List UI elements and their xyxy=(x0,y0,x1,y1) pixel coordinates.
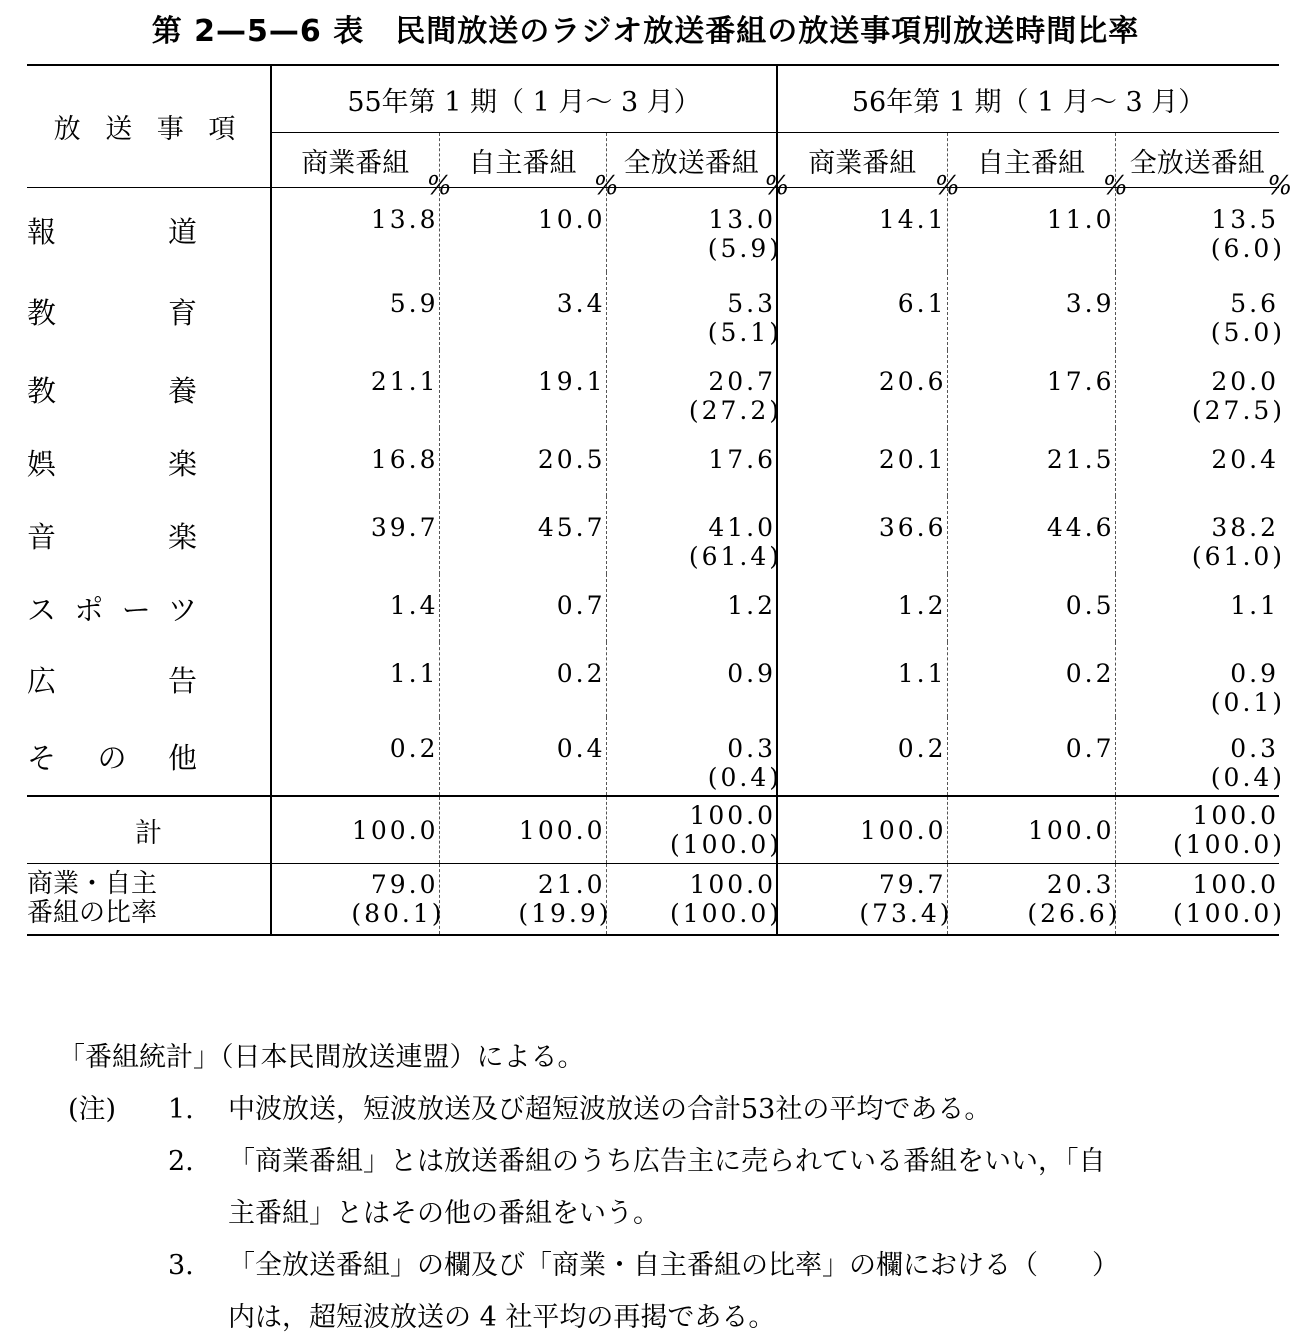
table-cell xyxy=(947,272,1115,350)
row-label xyxy=(27,717,271,796)
table-cell xyxy=(777,642,947,717)
cell-value-wrap xyxy=(948,642,1115,688)
column-header: 全放送番組 xyxy=(1115,133,1279,188)
cell-value-wrap xyxy=(607,350,777,396)
cell-value: 100.0 xyxy=(518,815,606,845)
column-header: 商業番組 xyxy=(271,133,439,188)
cell-subvalue: (5.9) xyxy=(707,234,783,263)
cell-subvalue: (100.0) xyxy=(669,899,783,928)
cell-value-wrap xyxy=(948,350,1115,396)
note-text-cont: 主番組」とはその他の番組をいう。 xyxy=(228,1198,660,1229)
cell-value: 13.8 xyxy=(370,205,439,234)
cell-value-wrap xyxy=(272,816,439,845)
cell-value-wrap xyxy=(1116,870,1280,899)
cell-value-wrap xyxy=(1116,272,1280,318)
cell-value: 100.0 xyxy=(351,815,439,845)
note-text-cont: 内は，超短波放送の 4 社平均の再掲である。 xyxy=(228,1302,776,1333)
table-cell xyxy=(271,272,439,350)
cell-value-wrap xyxy=(272,272,439,318)
table-cell xyxy=(1115,796,1286,864)
cell-value: 16.8 xyxy=(370,445,439,474)
table-row xyxy=(27,717,1279,796)
cell-subvalue: (61.4) xyxy=(688,542,783,571)
percent-unit: % xyxy=(764,171,793,201)
table-cell xyxy=(439,864,612,936)
cell-subvalue: (26.6) xyxy=(1027,899,1121,928)
row-label-text: 教育 xyxy=(27,295,197,330)
cell-value-wrap xyxy=(778,496,947,542)
row-label-text: 音楽 xyxy=(27,519,197,554)
note-text: 中波放送，短波放送及び超短波放送の合計53社の平均である。 xyxy=(228,1094,992,1125)
cell-subvalue: (0.4) xyxy=(1210,763,1286,792)
percent-unit: % xyxy=(934,171,963,201)
total-label: 計 xyxy=(27,796,271,864)
table-cell xyxy=(439,574,606,642)
table-cell xyxy=(947,864,1121,936)
cell-value-wrap xyxy=(607,870,777,899)
table-cell xyxy=(777,796,947,864)
cell-value: 20.3 xyxy=(1046,870,1115,899)
cell-value: 14.1 xyxy=(878,205,947,234)
note-text: 「全放送番組」の欄及び「商業・自主番組の比率」の欄における（ ） xyxy=(228,1250,1119,1281)
table-row xyxy=(27,272,1279,350)
table-cell xyxy=(439,428,606,496)
table-cell xyxy=(777,428,947,496)
cell-value-wrap xyxy=(440,816,606,845)
table-cell xyxy=(271,864,445,936)
cell-value: 100.0 xyxy=(689,870,777,899)
cell-value-wrap xyxy=(440,496,606,542)
period-1-header: 55年第 1 期（ 1 月～ 3 月） xyxy=(271,65,777,133)
row-label-text: 教養 xyxy=(27,373,197,408)
table-cell xyxy=(1115,642,1286,717)
table-cell xyxy=(947,171,1131,273)
cell-value: 100.0 xyxy=(689,801,777,830)
cell-value-wrap xyxy=(948,496,1115,542)
cell-value-wrap xyxy=(1116,642,1280,688)
note-number: 1. xyxy=(168,1094,194,1125)
row-label-text: その他 xyxy=(27,740,197,775)
cell-value-wrap xyxy=(607,642,777,688)
ratio-label-line1: 商業・自主 xyxy=(27,869,158,899)
cell-value-wrap xyxy=(272,350,439,396)
cell-value: 100.0 xyxy=(1027,815,1115,845)
cell-value: 41.0 xyxy=(708,513,777,542)
table-cell xyxy=(606,864,783,936)
cell-value-wrap xyxy=(948,717,1115,763)
cell-value: 17.6 xyxy=(1046,367,1115,396)
cell-value-wrap xyxy=(272,171,455,234)
table-cell xyxy=(1115,717,1286,796)
table-cell xyxy=(1115,428,1279,496)
table-cell xyxy=(606,574,777,642)
cell-value-wrap xyxy=(948,870,1115,899)
row-label xyxy=(27,272,271,350)
percent-unit: % xyxy=(426,171,455,201)
cell-subvalue: (100.0) xyxy=(1172,830,1286,859)
cell-subvalue: (0.4) xyxy=(707,763,783,792)
cell-value-wrap xyxy=(1116,496,1280,542)
table-cell xyxy=(777,717,947,796)
table-row xyxy=(27,428,1279,496)
table-cell xyxy=(777,272,947,350)
cell-value: 100.0 xyxy=(1192,801,1280,830)
table-cell xyxy=(777,171,963,273)
cell-subvalue: (100.0) xyxy=(669,830,783,859)
cell-value: 0.3 xyxy=(1230,734,1280,763)
cell-value-wrap xyxy=(1116,717,1280,763)
cell-value-wrap xyxy=(607,272,777,318)
table-row xyxy=(27,574,1279,642)
table-cell xyxy=(1115,864,1286,936)
cell-value: 0.2 xyxy=(1065,659,1115,688)
ratio-label xyxy=(27,864,271,936)
cell-value-wrap xyxy=(948,574,1115,620)
cell-value: 38.2 xyxy=(1211,513,1280,542)
column-header: 商業番組 xyxy=(777,133,947,188)
cell-value-wrap xyxy=(778,717,947,763)
cell-value: 0.7 xyxy=(1065,734,1115,763)
cell-value: 20.1 xyxy=(878,445,947,474)
percent-unit: % xyxy=(593,171,622,201)
cell-subvalue: (27.2) xyxy=(688,396,783,425)
cell-value: 1.2 xyxy=(727,591,777,620)
percent-unit: % xyxy=(1102,171,1131,201)
table-cell xyxy=(271,717,439,796)
table-cell xyxy=(777,350,947,428)
cell-value: 36.6 xyxy=(878,513,947,542)
table-cell xyxy=(777,574,947,642)
cell-value: 20.6 xyxy=(878,367,947,396)
cell-value-wrap xyxy=(272,428,439,474)
cell-value: 20.7 xyxy=(708,367,777,396)
cell-value-wrap xyxy=(607,574,777,620)
cell-value-wrap xyxy=(1116,350,1280,396)
column-header: 全放送番組 xyxy=(606,133,777,188)
table-cell xyxy=(606,350,783,428)
table-cell xyxy=(439,796,606,864)
cell-value-wrap xyxy=(948,171,1131,234)
cell-value: 45.7 xyxy=(537,513,606,542)
cell-value: 0.4 xyxy=(556,734,606,763)
cell-subvalue: (19.9) xyxy=(518,899,612,928)
cell-subvalue: (5.1) xyxy=(707,318,783,347)
cell-value: 79.0 xyxy=(370,870,439,899)
table-cell xyxy=(947,574,1115,642)
table-cell xyxy=(1115,350,1286,428)
table-cell xyxy=(947,496,1115,574)
note-item xyxy=(58,1136,1283,1240)
cell-value: 1.1 xyxy=(897,659,947,688)
cell-value-wrap xyxy=(607,717,777,763)
cell-value-wrap xyxy=(1116,171,1295,234)
row-label-text: 報道 xyxy=(27,214,197,249)
cell-value-wrap xyxy=(778,642,947,688)
cell-value-wrap xyxy=(440,574,606,620)
cell-value-wrap xyxy=(440,642,606,688)
cell-value: 1.1 xyxy=(1230,591,1280,620)
cell-value: 10.0 xyxy=(537,205,606,234)
cell-value-wrap xyxy=(1116,428,1280,474)
cell-value: 13.5 xyxy=(1211,205,1280,234)
row-label xyxy=(27,428,271,496)
category-header: 放 送 事 項 xyxy=(27,65,271,188)
table-cell xyxy=(606,717,783,796)
row-label xyxy=(27,642,271,717)
cell-subvalue: (80.1) xyxy=(351,899,445,928)
cell-value-wrap xyxy=(272,642,439,688)
table-cell xyxy=(777,496,947,574)
column-header: 自主番組 xyxy=(947,133,1115,188)
table-cell xyxy=(606,171,793,273)
ratio-row xyxy=(27,864,1279,936)
table-cell xyxy=(271,574,439,642)
cell-value: 17.6 xyxy=(708,445,777,474)
table-cell xyxy=(606,642,777,717)
note-number: 3. xyxy=(168,1250,194,1281)
cell-subvalue: (100.0) xyxy=(1172,899,1286,928)
cell-value-wrap xyxy=(778,870,947,899)
cell-value: 79.7 xyxy=(878,870,947,899)
cell-value: 100.0 xyxy=(859,815,947,845)
cell-value: 20.5 xyxy=(537,445,606,474)
cell-subvalue: (0.1) xyxy=(1210,688,1286,717)
row-label-text: 娯楽 xyxy=(27,446,197,481)
cell-value-wrap xyxy=(607,496,777,542)
cell-value: 21.5 xyxy=(1046,445,1115,474)
table-cell xyxy=(947,642,1115,717)
row-label-text: 広告 xyxy=(27,664,197,698)
table-row xyxy=(27,642,1279,717)
cell-value-wrap xyxy=(778,428,947,474)
cell-value-wrap xyxy=(948,428,1115,474)
table-cell xyxy=(271,796,439,864)
table-cell xyxy=(606,272,783,350)
cell-value-wrap xyxy=(607,428,777,474)
table-cell xyxy=(606,496,783,574)
cell-value: 0.2 xyxy=(897,734,947,763)
cell-value: 20.0 xyxy=(1211,367,1280,396)
table-cell xyxy=(947,350,1115,428)
cell-value: 39.7 xyxy=(370,513,439,542)
table-cell xyxy=(271,428,439,496)
table-cell xyxy=(271,171,455,273)
percent-unit: % xyxy=(1267,171,1295,201)
cell-value-wrap xyxy=(1116,801,1280,830)
notes xyxy=(58,1032,1283,1344)
cell-value: 1.1 xyxy=(389,659,439,688)
cell-value: 21.1 xyxy=(370,367,439,396)
cell-value-wrap xyxy=(272,870,439,899)
table-cell xyxy=(606,428,777,496)
table-cell xyxy=(947,428,1115,496)
cell-value-wrap xyxy=(948,272,1115,318)
cell-value-wrap xyxy=(272,496,439,542)
cell-value-wrap xyxy=(1116,574,1280,620)
cell-value-wrap xyxy=(272,574,439,620)
table-cell xyxy=(1115,496,1286,574)
table-cell xyxy=(1115,574,1279,642)
table-cell xyxy=(439,350,606,428)
cell-value-wrap xyxy=(607,801,777,830)
total-row xyxy=(27,796,1279,864)
cell-subvalue: (27.5) xyxy=(1191,396,1286,425)
cell-value: 1.2 xyxy=(897,591,947,620)
note-text: 「商業番組」とは放送番組のうち広告主に売られている番組をいい，「自 xyxy=(228,1146,1106,1177)
table-row xyxy=(27,350,1279,428)
cell-value-wrap xyxy=(272,717,439,763)
table-cell xyxy=(439,171,622,273)
cell-value: 13.0 xyxy=(708,205,777,234)
row-label-text: スポーツ xyxy=(27,592,197,627)
cell-value: 0.9 xyxy=(727,659,777,688)
table-cell xyxy=(271,496,439,574)
cell-value-wrap xyxy=(607,171,793,234)
table-cell xyxy=(947,796,1115,864)
table-cell xyxy=(1115,272,1286,350)
cell-value: 5.9 xyxy=(389,289,439,318)
table-cell xyxy=(777,864,953,936)
cell-subvalue: (5.0) xyxy=(1210,318,1286,347)
cell-subvalue: (61.0) xyxy=(1191,542,1286,571)
table-cell xyxy=(439,272,606,350)
table-cell xyxy=(606,796,783,864)
note-item xyxy=(58,1240,1283,1344)
cell-value-wrap xyxy=(440,870,606,899)
cell-value: 0.2 xyxy=(389,734,439,763)
cell-value-wrap xyxy=(778,816,947,845)
cell-value: 20.4 xyxy=(1211,445,1280,474)
cell-value-wrap xyxy=(778,171,963,234)
page-title: 第 2—5—6 表 民間放送のラジオ放送番組の放送事項別放送時間比率 xyxy=(151,14,1140,49)
cell-value-wrap xyxy=(948,816,1115,845)
note-number: 2. xyxy=(168,1146,194,1177)
table-cell xyxy=(439,717,606,796)
table-row xyxy=(27,188,1279,273)
cell-value: 3.4 xyxy=(556,289,606,318)
table-cell xyxy=(947,717,1115,796)
cell-value: 11.0 xyxy=(1046,205,1115,234)
row-label xyxy=(27,350,271,428)
source-note: 「番組統計」（日本民間放送連盟）による。 xyxy=(58,1042,585,1073)
table-cell xyxy=(271,642,439,717)
cell-value-wrap xyxy=(440,350,606,396)
note-tag: (注) xyxy=(68,1094,117,1125)
cell-value-wrap xyxy=(440,171,622,234)
table-cell xyxy=(271,350,439,428)
cell-value: 0.3 xyxy=(727,734,777,763)
column-header: 自主番組 xyxy=(439,133,606,188)
cell-value-wrap xyxy=(778,272,947,318)
cell-value: 19.1 xyxy=(537,367,606,396)
note-item xyxy=(58,1084,1283,1136)
cell-value-wrap xyxy=(440,272,606,318)
cell-value: 0.5 xyxy=(1065,591,1115,620)
table-row xyxy=(27,496,1279,574)
cell-value-wrap xyxy=(440,717,606,763)
cell-value: 0.2 xyxy=(556,659,606,688)
ratio-label-line2: 番組の比率 xyxy=(27,898,158,928)
cell-value: 5.6 xyxy=(1230,289,1280,318)
cell-value: 3.9 xyxy=(1065,289,1115,318)
cell-value: 1.4 xyxy=(389,591,439,620)
cell-value-wrap xyxy=(778,350,947,396)
cell-subvalue: (73.4) xyxy=(859,899,953,928)
table-cell xyxy=(1115,171,1295,273)
cell-value: 21.0 xyxy=(537,870,606,899)
cell-subvalue: (6.0) xyxy=(1210,234,1286,263)
cell-value: 0.9 xyxy=(1230,659,1280,688)
row-label xyxy=(27,188,271,273)
data-table xyxy=(27,64,1295,936)
table-cell xyxy=(439,642,606,717)
cell-value: 100.0 xyxy=(1192,870,1280,899)
cell-value-wrap xyxy=(440,428,606,474)
period-2-header: 56年第 1 期（ 1 月～ 3 月） xyxy=(777,65,1279,133)
cell-value: 5.3 xyxy=(727,289,777,318)
row-label xyxy=(27,574,271,642)
row-label xyxy=(27,496,271,574)
table-cell xyxy=(439,496,606,574)
cell-value: 6.1 xyxy=(897,289,947,318)
cell-value-wrap xyxy=(778,574,947,620)
cell-value: 0.7 xyxy=(556,591,606,620)
cell-value: 44.6 xyxy=(1046,513,1115,542)
